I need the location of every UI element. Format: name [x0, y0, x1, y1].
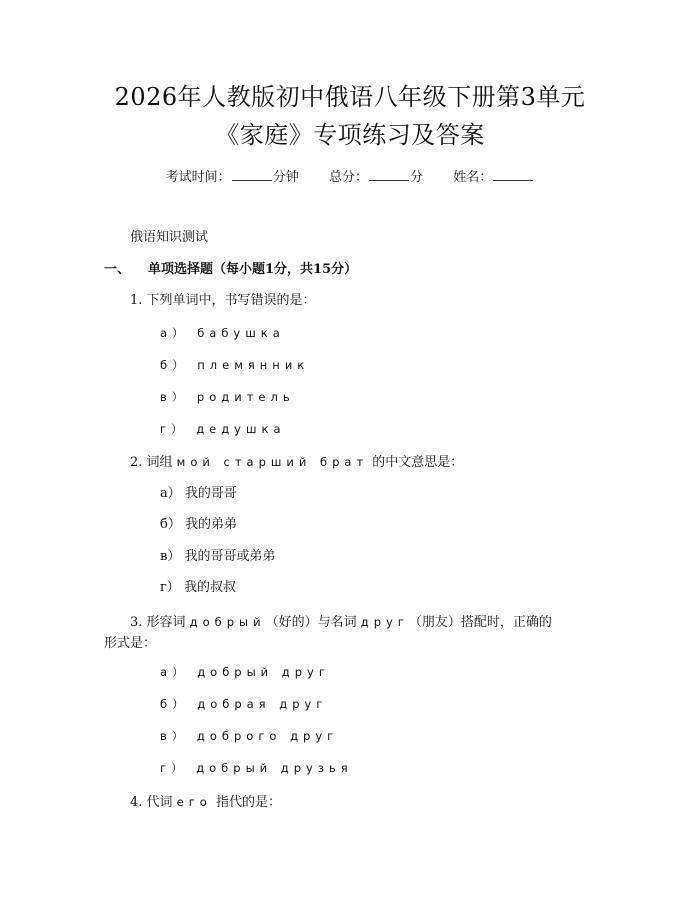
question-2-option-d: г） 我的叔叔: [160, 580, 236, 595]
total-score-blank: [369, 168, 409, 181]
exam-time-label: 考试时间：: [165, 170, 231, 185]
question-3-russian-adjective: добрый: [189, 615, 266, 629]
question-3-stem-middle: （好的）与名词: [265, 615, 361, 630]
question-1-option-c: в） родитель: [160, 390, 295, 404]
total-score-unit: 分: [410, 170, 424, 185]
question-3-stem: [130, 612, 552, 633]
question-3-stem-suffix: （朋友）搭配时，正确的: [408, 615, 552, 630]
question-3-stem-line-2: 形式是：: [104, 636, 157, 651]
question-2-option-c: в） 我的哥哥或弟弟: [160, 549, 276, 564]
question-4-russian-pronoun: его: [176, 795, 212, 809]
question-4-stem-prefix: 4. 代词: [130, 795, 177, 810]
question-1-option-a: а） бабушка: [160, 326, 285, 340]
document-title-line-2: 《家庭》专项练习及答案: [215, 121, 485, 149]
question-1-option-d: г） дедушка: [160, 422, 286, 436]
question-2-option-a: а） 我的哥哥: [160, 486, 237, 501]
question-3-russian-noun: друг: [360, 615, 409, 629]
exam-time-unit: 分钟: [272, 170, 299, 185]
exam-info: [0, 168, 700, 188]
question-3-stem-prefix: 3. 形容词: [130, 615, 190, 630]
question-2-stem-prefix: 2. 词组: [130, 455, 177, 470]
section-number: 一、: [104, 262, 131, 277]
name-blank: [493, 168, 533, 181]
question-4-stem: [130, 792, 281, 813]
question-4-stem-suffix: 指代的是：: [211, 795, 281, 810]
question-3-option-d: г） добрый друзья: [160, 761, 353, 775]
section-title: 单项选择题（每小题1分，共15分）: [148, 262, 358, 277]
question-3-option-a: а） добрый друг: [160, 665, 330, 679]
total-score-label: 总分：: [328, 170, 368, 185]
question-3-option-c: в） доброго друг: [160, 729, 339, 743]
question-3-option-b: б） добрая друг: [160, 697, 328, 711]
question-2-stem-suffix: 的中文意思是：: [368, 455, 464, 470]
question-1-stem: 1. 下列单词中，书写错误的是：: [130, 293, 316, 308]
question-2-russian-phrase: мой старший брат: [176, 455, 369, 469]
exam-time-blank: [232, 168, 272, 181]
section-heading: [104, 260, 357, 280]
question-1-option-b: б） племянник: [160, 358, 310, 372]
question-2-option-b: б） 我的弟弟: [160, 517, 237, 532]
question-2-stem: [130, 452, 463, 473]
test-subtitle: 俄语知识测试: [130, 230, 209, 245]
document-title-line-1: 2026年人教版初中俄语八年级下册第3单元: [114, 83, 586, 111]
name-label: 姓名：: [453, 170, 493, 185]
